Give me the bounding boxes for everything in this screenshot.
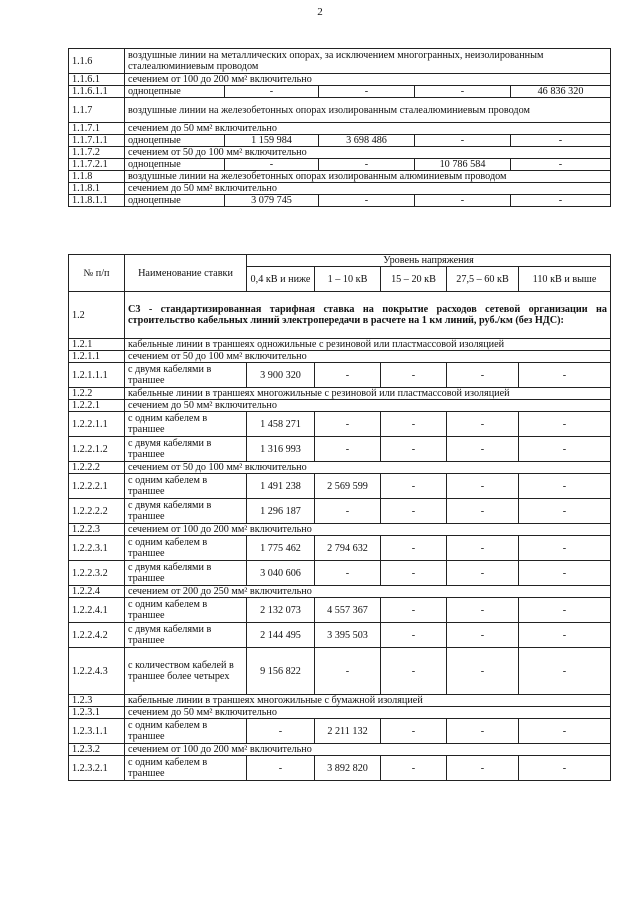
row-label: с одним кабелем в траншее (125, 756, 247, 781)
row-value: - (315, 648, 381, 695)
row-value: - (381, 561, 447, 586)
cable-rates-table (68, 254, 611, 781)
row-code: 1.1.6 (69, 49, 125, 74)
row-value: - (447, 719, 519, 744)
header-col-4: 110 кВ и выше (519, 267, 611, 292)
table-row (69, 437, 611, 462)
row-value: - (447, 561, 519, 586)
row-value: - (519, 437, 611, 462)
row-value: - (511, 195, 611, 207)
table-row (69, 339, 611, 351)
row-code: 1.1.7.2.1 (69, 159, 125, 171)
row-value: - (315, 561, 381, 586)
header-col-1: 1 – 10 кВ (315, 267, 381, 292)
table-row (69, 135, 611, 147)
row-value: - (225, 159, 319, 171)
row-description: воздушные линии на железобетонных опорах изолированным алюминиевым проводом (125, 171, 611, 183)
row-code: 1.2.2 (69, 388, 125, 400)
row-description: сечением от 100 до 200 мм² включительно (125, 524, 611, 536)
row-value: 1 775 462 (247, 536, 315, 561)
row-code: 1.2.1.1 (69, 351, 125, 363)
row-value: - (381, 623, 447, 648)
row-label: с одним кабелем в траншее (125, 598, 247, 623)
row-value: - (519, 719, 611, 744)
row-code: 1.2.2.1 (69, 400, 125, 412)
row-value: 3 395 503 (315, 623, 381, 648)
row-description: сечением от 50 до 100 мм² включительно (125, 147, 611, 159)
table-row (69, 388, 611, 400)
row-value: - (319, 159, 415, 171)
row-code: 1.2.2.4.2 (69, 623, 125, 648)
table-row (69, 292, 611, 339)
row-code: 1.2.2.2 (69, 462, 125, 474)
table-row (69, 412, 611, 437)
table-row (69, 499, 611, 524)
row-value: 2 569 599 (315, 474, 381, 499)
row-value: 10 786 584 (415, 159, 511, 171)
row-value: - (447, 412, 519, 437)
row-value: - (447, 437, 519, 462)
row-value: - (319, 86, 415, 98)
row-value: - (315, 437, 381, 462)
row-description: кабельные линии в траншеях одножильные с резиновой или пластмассовой изоляцией (125, 339, 611, 351)
row-value: 1 491 238 (247, 474, 315, 499)
row-label: одноцепные (125, 135, 225, 147)
header-col-0: 0,4 кВ и ниже (247, 267, 315, 292)
row-code: 1.2.3.1 (69, 707, 125, 719)
top-rates-table (68, 48, 611, 207)
row-label: с двумя кабелями в траншее (125, 623, 247, 648)
row-label: с одним кабелем в траншее (125, 474, 247, 499)
table-row (69, 586, 611, 598)
row-label: с одним кабелем в траншее (125, 412, 247, 437)
row-label: с одним кабелем в траншее (125, 719, 247, 744)
table-row (69, 756, 611, 781)
row-value: 1 296 187 (247, 499, 315, 524)
row-code: 1.2.2.1.1 (69, 412, 125, 437)
row-description: сечением до 50 мм² включительно (125, 400, 611, 412)
row-value: 9 156 822 (247, 648, 315, 695)
row-value: 2 144 495 (247, 623, 315, 648)
row-value: - (519, 598, 611, 623)
row-code: 1.2.3.2 (69, 744, 125, 756)
row-value: - (447, 756, 519, 781)
table-row (69, 195, 611, 207)
row-value: 3 900 320 (247, 363, 315, 388)
row-description: сечением от 100 до 200 мм² включительно (125, 74, 611, 86)
row-value: - (319, 195, 415, 207)
row-value: - (447, 598, 519, 623)
row-code: 1.2.3.1.1 (69, 719, 125, 744)
header-num: № п/п (69, 255, 125, 292)
row-value: 4 557 367 (315, 598, 381, 623)
table-row (69, 147, 611, 159)
row-code: 1.1.8 (69, 171, 125, 183)
row-description: кабельные линии в траншеях многожильные с резиновой или пластмассовой изоляцией (125, 388, 611, 400)
row-value: - (381, 412, 447, 437)
row-code: 1.2 (69, 292, 125, 339)
row-code: 1.1.6.1 (69, 74, 125, 86)
table-row (69, 171, 611, 183)
row-description: сечением от 50 до 100 мм² включительно (125, 351, 611, 363)
row-value: - (519, 648, 611, 695)
row-description: сечением до 50 мм² включительно (125, 183, 611, 195)
row-value: - (247, 756, 315, 781)
row-description: сечением до 50 мм² включительно (125, 707, 611, 719)
row-value: - (381, 437, 447, 462)
row-value: - (519, 499, 611, 524)
row-label: с двумя кабелями в траншее (125, 561, 247, 586)
row-value: 46 836 320 (511, 86, 611, 98)
row-code: 1.2.2.2.1 (69, 474, 125, 499)
row-value: - (519, 623, 611, 648)
row-label: с двумя кабелями в траншее (125, 437, 247, 462)
row-code: 1.2.2.2.2 (69, 499, 125, 524)
row-label: одноцепные (125, 195, 225, 207)
row-label: одноцепные (125, 86, 225, 98)
row-value: - (381, 719, 447, 744)
row-value: - (247, 719, 315, 744)
row-description: воздушные линии на железобетонных опорах изолированным сталеалюминиевым проводом (125, 98, 611, 123)
row-label: с количеством кабелей в траншее более четырех (125, 648, 247, 695)
row-code: 1.1.6.1.1 (69, 86, 125, 98)
row-value: - (415, 135, 511, 147)
header-col-2: 15 – 20 кВ (381, 267, 447, 292)
table-row (69, 695, 611, 707)
table-row (69, 462, 611, 474)
row-label: с одним кабелем в траншее (125, 536, 247, 561)
row-value: 2 211 132 (315, 719, 381, 744)
row-value: 3 698 486 (319, 135, 415, 147)
table-row (69, 49, 611, 74)
row-code: 1.2.2.1.2 (69, 437, 125, 462)
row-description: сечением до 50 мм² включительно (125, 123, 611, 135)
row-value: 2 794 632 (315, 536, 381, 561)
row-value: - (519, 363, 611, 388)
row-value: - (447, 363, 519, 388)
row-code: 1.2.1 (69, 339, 125, 351)
row-description: сечением от 200 до 250 мм² включительно (125, 586, 611, 598)
row-code: 1.2.3 (69, 695, 125, 707)
row-value: - (519, 561, 611, 586)
row-value: 1 316 993 (247, 437, 315, 462)
row-value: - (315, 499, 381, 524)
row-description: С3 - стандартизированная тарифная ставка на покрытие расходов сетевой организации на строительство кабельных линий электропередачи в расчете на 1 км линий, руб./км (без НДС): (125, 292, 611, 339)
row-label: с двумя кабелями в траншее (125, 499, 247, 524)
row-value: - (315, 412, 381, 437)
row-value: 3 040 606 (247, 561, 315, 586)
row-value: - (381, 536, 447, 561)
row-value: - (381, 756, 447, 781)
table-row (69, 648, 611, 695)
row-code: 1.1.7.1 (69, 123, 125, 135)
row-description: кабельные линии в траншеях многожильные с бумажной изоляцией (125, 695, 611, 707)
table-row (69, 561, 611, 586)
row-value: 2 132 073 (247, 598, 315, 623)
table-row (69, 598, 611, 623)
table-row (69, 623, 611, 648)
table-row (69, 98, 611, 123)
row-label: с двумя кабелями в траншее (125, 363, 247, 388)
row-code: 1.2.2.3.1 (69, 536, 125, 561)
row-code: 1.1.8.1 (69, 183, 125, 195)
table-row (69, 524, 611, 536)
row-code: 1.2.2.4.1 (69, 598, 125, 623)
row-value: - (415, 195, 511, 207)
table-row (69, 719, 611, 744)
table-row (69, 400, 611, 412)
row-description: сечением от 100 до 200 мм² включительно (125, 744, 611, 756)
row-value: - (447, 648, 519, 695)
row-value: - (381, 474, 447, 499)
row-value: - (447, 623, 519, 648)
row-code: 1.1.7.1.1 (69, 135, 125, 147)
row-code: 1.2.3.2.1 (69, 756, 125, 781)
header-col-3: 27,5 – 60 кВ (447, 267, 519, 292)
row-value: - (519, 536, 611, 561)
row-value: - (519, 412, 611, 437)
table-row (69, 363, 611, 388)
row-value: - (225, 86, 319, 98)
row-value: - (511, 159, 611, 171)
row-value: - (447, 474, 519, 499)
header-name: Наименование ставки (125, 255, 247, 292)
row-value: - (447, 499, 519, 524)
row-code: 1.1.7.2 (69, 147, 125, 159)
table-row (69, 351, 611, 363)
header-voltage-level: Уровень напряжения (247, 255, 611, 267)
row-code: 1.2.2.4.3 (69, 648, 125, 695)
row-value: 1 458 271 (247, 412, 315, 437)
row-value: - (519, 756, 611, 781)
row-code: 1.2.2.3.2 (69, 561, 125, 586)
row-value: - (381, 499, 447, 524)
row-value: 3 892 820 (315, 756, 381, 781)
row-description: сечением от 50 до 100 мм² включительно (125, 462, 611, 474)
row-value: - (447, 536, 519, 561)
row-value: - (315, 363, 381, 388)
table-row (69, 474, 611, 499)
row-value: 3 079 745 (225, 195, 319, 207)
table-row (69, 707, 611, 719)
table-row (69, 74, 611, 86)
row-value: - (511, 135, 611, 147)
row-code: 1.2.2.4 (69, 586, 125, 598)
row-code: 1.2.2.3 (69, 524, 125, 536)
table-row (69, 744, 611, 756)
row-value: - (381, 598, 447, 623)
table-row (69, 183, 611, 195)
row-value: - (381, 363, 447, 388)
row-value: - (415, 86, 511, 98)
table-row (69, 536, 611, 561)
row-code: 1.1.8.1.1 (69, 195, 125, 207)
row-code: 1.1.7 (69, 98, 125, 123)
row-value: 1 159 984 (225, 135, 319, 147)
row-value: - (381, 648, 447, 695)
row-label: одноцепные (125, 159, 225, 171)
row-value: - (519, 474, 611, 499)
table-row (69, 123, 611, 135)
header-row (69, 255, 611, 267)
row-code: 1.2.1.1.1 (69, 363, 125, 388)
row-description: воздушные линии на металлических опорах, за исключением многогранных, неизолированным сталеалюминиевым проводом (125, 49, 611, 74)
table-row (69, 86, 611, 98)
page-number: 2 (317, 6, 323, 18)
table-row (69, 159, 611, 171)
